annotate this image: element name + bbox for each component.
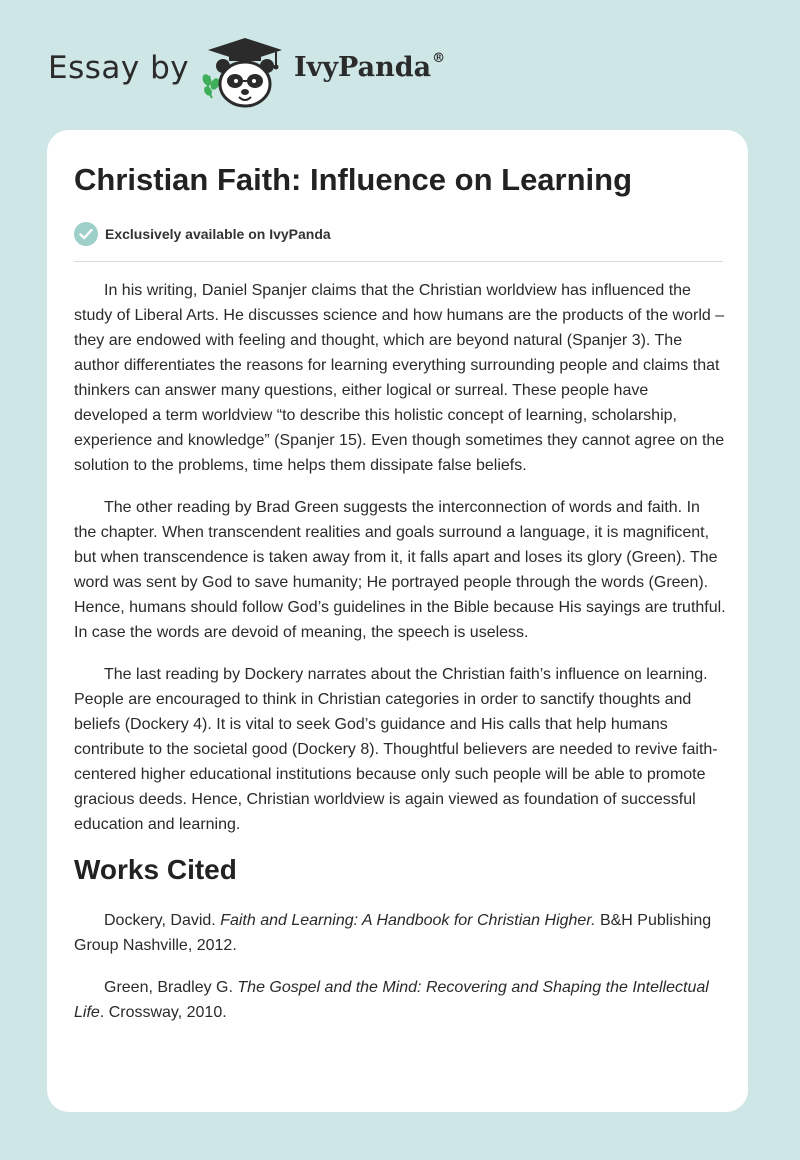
brand-name[interactable] bbox=[294, 52, 445, 83]
citation bbox=[74, 975, 726, 1025]
brand-label: IvyPanda bbox=[294, 52, 432, 83]
citation-author: Dockery, David. bbox=[104, 912, 221, 929]
page-title: Christian Faith: Influence on Learning bbox=[74, 162, 633, 197]
citation bbox=[74, 908, 726, 958]
essay-card bbox=[47, 130, 748, 1112]
works-cited-heading: Works Cited bbox=[74, 854, 237, 885]
exclusive-badge bbox=[74, 221, 331, 247]
panda-logo-icon[interactable] bbox=[202, 36, 288, 108]
paragraph: The other reading by Brad Green suggests the interconnection of words and faith. In the chapter. When transcendent realities and goals surround a language, it is magnificent, but when transcendence is taken away from it, it falls apart and loses its glory (Green). The word was sent by God to save humanity; He portrayed people through the words (Green). Hence, humans should follow God’s guidelines in the Bible because His sayings are truthful. In case the words are devoid of meaning, the speech is useless. bbox=[74, 499, 726, 641]
site-header bbox=[0, 0, 800, 130]
divider bbox=[74, 261, 723, 262]
essay-body bbox=[74, 278, 726, 1042]
check-icon bbox=[74, 222, 98, 246]
essay-by-label: Essay by bbox=[48, 50, 190, 86]
paragraph: In his writing, Daniel Spanjer claims that the Christian worldview has influenced the study of Liberal Arts. He discusses science and how humans are the products of the world – they are endowed with feeling and thought, which are beyond natural (Spanjer 3). The author differentiates the reasons for learning everything surrounding people and claims that thinkers can answer many questions, either logical or surreal. These people have developed a term worldview “to describe this holistic concept of learning, scholarship, experience and knowledge” (Spanjer 15). Even though sometimes they cannot agree on the solution to the problems, time helps them dissipate false beliefs. bbox=[74, 282, 725, 474]
citation-title: The Gospel and the Mind: Recovering and Shaping the Intellectual Life bbox=[74, 979, 709, 1021]
paragraph: The last reading by Dockery narrates about the Christian faith’s influence on learning. People are encouraged to think in Christian categories in order to sanctify thoughts and beliefs (Dockery 4). It is vital to seek God’s guidance and His calls that help humans contribute to the societal good (Dockery 8). Thoughtful believers are needed to revive faith-centered higher educational institutions because only such people will be able to promote gracious deeds. Hence, Christian worldview is again viewed as foundation of successful education and learning. bbox=[74, 666, 718, 833]
citation-publisher: . Crossway, 2010. bbox=[99, 1004, 227, 1021]
citation-author: Green, Bradley G. bbox=[104, 979, 238, 996]
citation-publisher: B&H Publishing Group Nashville, 2012. bbox=[74, 912, 712, 954]
citation-title: Faith and Learning: A Handbook for Christian Higher. bbox=[220, 912, 596, 929]
registered-mark: ® bbox=[432, 51, 446, 66]
badge-label: Exclusively available on IvyPanda bbox=[105, 226, 331, 242]
